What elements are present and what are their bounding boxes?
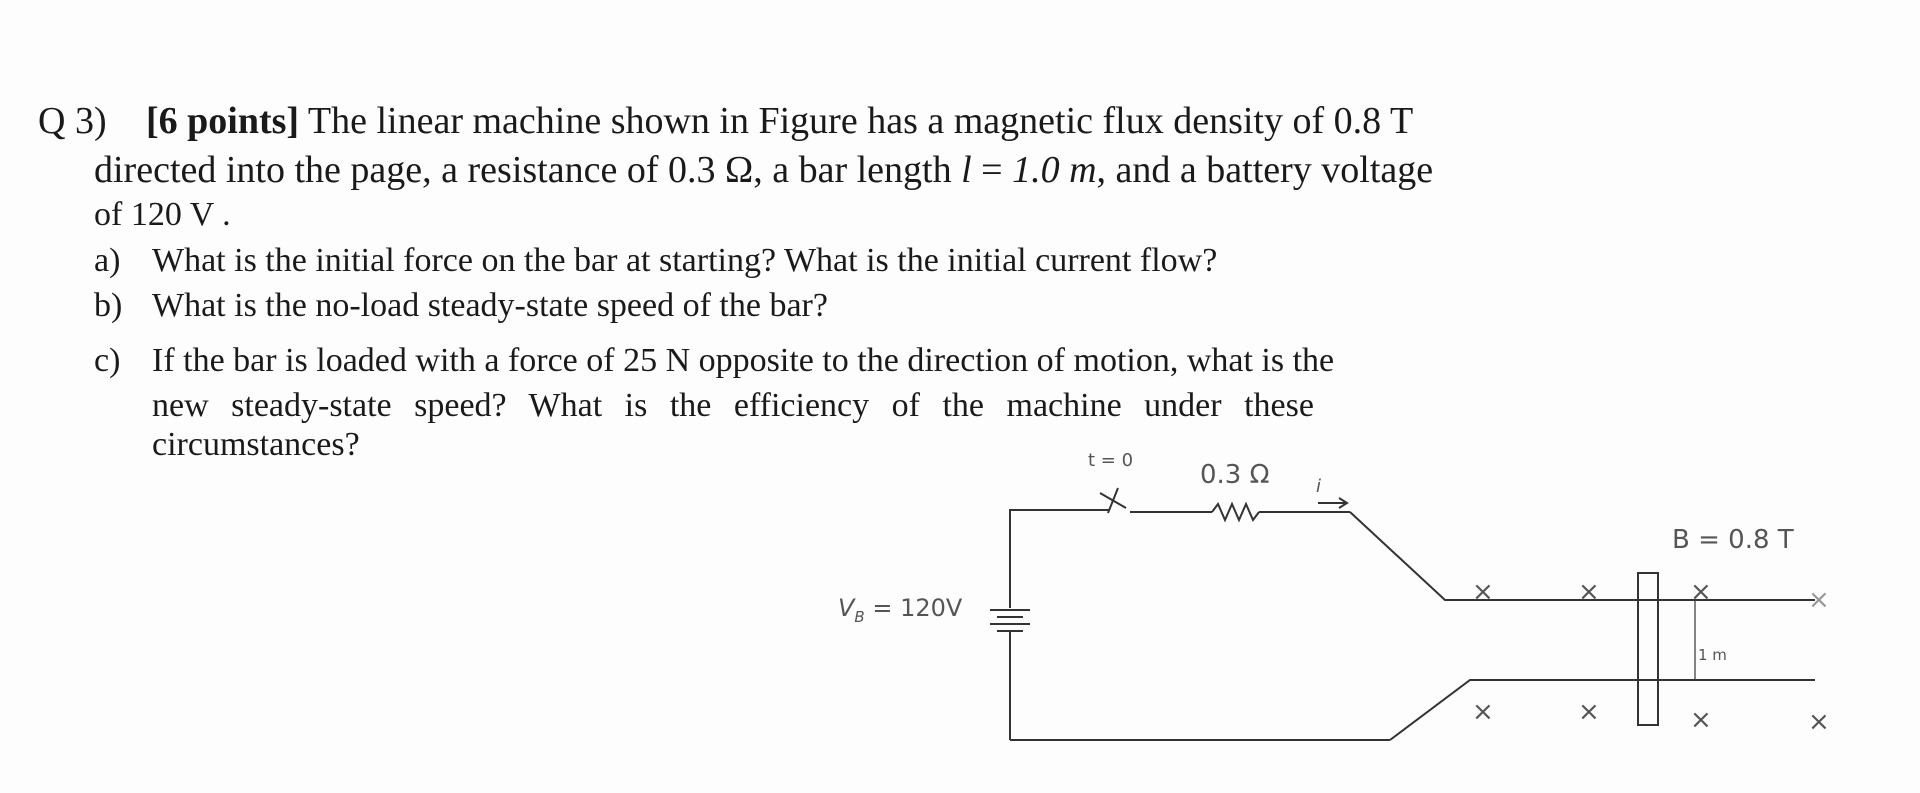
part-c-text-line-2: new steady-state speed? What is the efficiency of the machine under these	[152, 387, 1314, 424]
field-x-marker: ×	[1690, 577, 1712, 607]
bar-length-value: 1.0 m	[1012, 149, 1097, 191]
part-a-text: What is the initial force on the bar at starting? What is the initial current flow?	[152, 242, 1218, 279]
field-x-marker: ×	[1472, 577, 1494, 607]
resistor-zigzag	[1212, 504, 1259, 520]
switch-mark	[1108, 488, 1118, 513]
field-x-marker: ×	[1690, 705, 1712, 735]
lower-rail	[1390, 680, 1815, 740]
battery-label-subscript: B	[854, 608, 865, 626]
switch-label: t = 0	[1088, 450, 1134, 471]
equals-sign: =	[971, 149, 1013, 191]
part-a-label: a)	[94, 242, 121, 279]
part-c-text-line-3: circumstances?	[152, 426, 360, 463]
part-b-label: b)	[94, 287, 123, 324]
sliding-bar	[1638, 573, 1658, 725]
resistor-label: 0.3 Ω	[1200, 460, 1270, 490]
battery-label-value: = 120V	[864, 594, 963, 622]
field-label: B = 0.8 T	[1672, 525, 1794, 555]
question-line-2-post: , and a battery voltage	[1096, 149, 1434, 191]
battery-label	[838, 594, 963, 626]
part-c-label: c)	[94, 342, 121, 379]
field-x-marker: ×	[1808, 585, 1830, 615]
question-line-1-text: The linear machine shown in Figure has a magnetic flux density of 0.8 T	[307, 100, 1414, 142]
question-points: [6 points]	[146, 100, 300, 142]
left-wire	[1010, 510, 1110, 608]
field-x-marker: ×	[1578, 697, 1600, 727]
question-line-2-pre: directed into the page, a resistance of 0.3 Ω, a bar length	[94, 149, 962, 191]
part-c-text: If the bar is loaded with a force of 25 N opposite to the direction of motion, what is the	[152, 342, 1335, 379]
question-line-3: of 120 V .	[94, 196, 231, 233]
field-x-marker: ×	[1808, 707, 1830, 737]
current-label: i	[1316, 476, 1322, 497]
bar-length-label: 1 m	[1698, 646, 1727, 664]
bar-length-variable: l	[961, 149, 972, 191]
part-b-text: What is the no-load steady-state speed of the bar?	[152, 287, 828, 324]
battery-label-symbol: V	[838, 594, 855, 622]
question-number: Q 3)	[38, 100, 107, 142]
field-x-marker: ×	[1578, 577, 1600, 607]
field-x-marker: ×	[1472, 697, 1494, 727]
